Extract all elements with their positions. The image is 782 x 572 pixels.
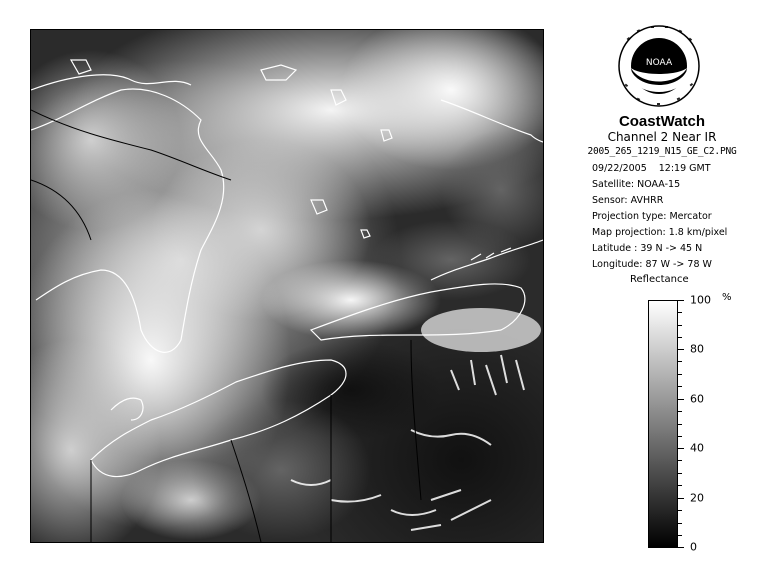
sensor-line: Sensor: AVHRR xyxy=(592,195,664,206)
colorbar-major-tick xyxy=(678,448,684,449)
logo-text: NOAA xyxy=(645,58,673,68)
colorbar-tick-label: 40 xyxy=(690,441,704,455)
colorbar-ticks xyxy=(678,293,738,554)
colorbar-minor-tick xyxy=(678,460,682,461)
colorbar-minor-tick xyxy=(678,411,682,412)
file-name: 2005_265_1219_N15_GE_C2.PNG xyxy=(587,146,737,157)
colorbar-minor-tick xyxy=(678,436,682,437)
colorbar-tick-label: 100 xyxy=(690,293,711,307)
satellite-image xyxy=(30,29,544,543)
longitude-line: Longitude: 87 W -> 78 W xyxy=(592,259,712,270)
colorbar-minor-tick xyxy=(678,374,682,375)
reflectance-colorbar xyxy=(648,300,678,548)
colorbar-tick-label: 60 xyxy=(690,392,704,406)
colorbar-major-tick xyxy=(678,498,684,499)
projection-line: Projection type: Mercator xyxy=(592,211,712,222)
colorbar-tick-label: 0 xyxy=(690,540,697,554)
legend-title: Reflectance xyxy=(630,274,689,285)
colorbar-minor-tick xyxy=(678,485,682,486)
colorbar-major-tick xyxy=(678,547,684,548)
colorbar-minor-tick xyxy=(678,473,682,474)
colorbar-minor-tick xyxy=(678,361,682,362)
noaa-emblem-icon xyxy=(617,24,701,108)
map-projection-line: Map projection: 1.8 km/pixel xyxy=(592,227,728,238)
colorbar-tick-label: 20 xyxy=(690,491,704,505)
time-value: 12:19 GMT xyxy=(658,163,711,174)
datetime-line xyxy=(592,163,711,174)
colorbar-minor-tick xyxy=(678,535,682,536)
colorbar-major-tick xyxy=(678,349,684,350)
colorbar-major-tick xyxy=(678,399,684,400)
colorbar-minor-tick xyxy=(678,424,682,425)
date-value: 09/22/2005 xyxy=(592,163,647,174)
colorbar-tick-label: 80 xyxy=(690,342,704,356)
channel-name: Channel 2 Near IR xyxy=(607,130,717,144)
colorbar-minor-tick xyxy=(678,312,682,313)
colorbar-minor-tick xyxy=(678,510,682,511)
colorbar-minor-tick xyxy=(678,325,682,326)
colorbar-minor-tick xyxy=(678,337,682,338)
noaa-logo xyxy=(617,24,701,108)
brand-title: CoastWatch xyxy=(618,113,706,130)
colorbar-minor-tick xyxy=(678,523,682,524)
colorbar-minor-tick xyxy=(678,386,682,387)
satellite-line: Satellite: NOAA-15 xyxy=(592,179,681,190)
colorbar-major-tick xyxy=(678,300,684,301)
unit-label: % xyxy=(722,292,732,303)
latitude-line: Latitude : 39 N -> 45 N xyxy=(592,243,703,254)
